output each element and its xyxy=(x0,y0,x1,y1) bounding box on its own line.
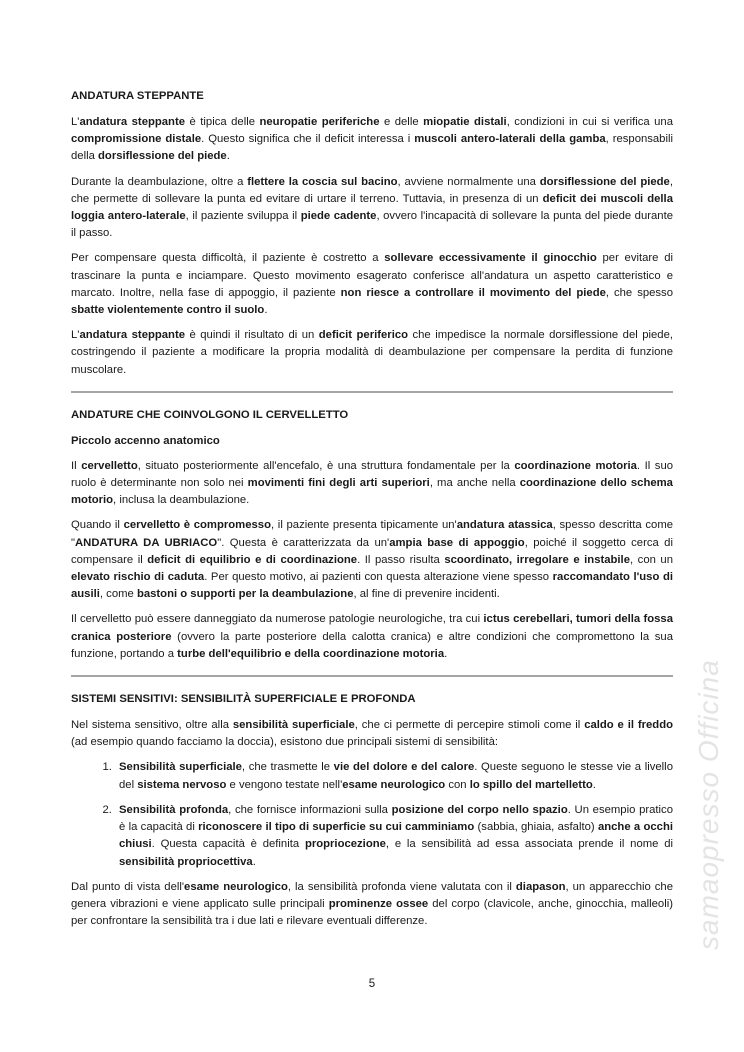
text-run: , che trasmette le xyxy=(241,761,334,774)
bold-text: lo spillo del martelletto xyxy=(469,778,593,791)
bold-text: scoordinato, irregolare e instabile xyxy=(444,553,630,566)
bold-text: ampia base di appoggio xyxy=(389,536,525,549)
section-divider xyxy=(71,391,673,393)
bold-text: sbatte violentemente contro il suolo xyxy=(71,304,265,317)
bold-text: coordinazione motoria xyxy=(514,459,637,472)
bold-text: muscoli antero-laterali della gamba xyxy=(414,133,606,146)
bold-text: caldo e il freddo xyxy=(584,719,673,732)
section-heading: SISTEMI SENSITIVI: SENSIBILITÀ SUPERFICIALE E PROFONDA xyxy=(71,693,416,706)
paragraph xyxy=(71,114,673,166)
text-run: del corpo (clavicole, anche, ginocchia, malleoli) per confrontare la sensibilità tra i due lati e rilevare eventuali differenze. xyxy=(71,897,673,928)
section-andatura-steppante xyxy=(71,88,673,379)
paragraph xyxy=(71,174,673,243)
text-run: , con un xyxy=(629,553,673,566)
bold-text: non riesce a controllare il movimento del piede xyxy=(340,286,606,299)
bold-text: propriocezione xyxy=(304,838,386,851)
paragraph xyxy=(71,879,673,931)
paragraph xyxy=(71,250,673,319)
bold-text: dorsiflessione del piede xyxy=(539,175,670,188)
bold-text: elevato rischio di caduta xyxy=(71,571,205,584)
text-run: , al fine di prevenire incidenti. xyxy=(353,588,500,601)
list-item xyxy=(115,802,673,871)
text-run: è tipica delle xyxy=(185,116,260,128)
section-heading: ANDATURE CHE COINVOLGONO IL CERVELLETTO xyxy=(71,408,349,421)
text-run: , che ci permette di percepire stimoli come il xyxy=(354,719,585,732)
paragraph xyxy=(71,611,673,663)
paragraph xyxy=(71,327,673,379)
section-subheading: Piccolo accenno anatomico xyxy=(71,434,220,447)
bold-text: Sensibilità profonda xyxy=(119,803,229,816)
bold-text: deficit di equilibrio e di coordinazione xyxy=(147,553,358,566)
bold-text: Sensibilità superficiale xyxy=(119,761,242,774)
document-page xyxy=(71,88,673,938)
text-run: L' xyxy=(71,116,80,128)
text-run: , che permette di sollevare la punta ed evitare di urtare il terreno. Tuttavia, in presenza di un xyxy=(71,175,673,205)
section-body xyxy=(71,879,673,931)
text-run: Il cervelletto può essere danneggiato da numerose patologie neurologiche, tra cui xyxy=(71,613,484,626)
text-run: , situato posteriormente all'encefalo, è una struttura fondamentale per la xyxy=(137,459,515,472)
list-item xyxy=(115,759,673,793)
bold-text: andatura steppante xyxy=(79,329,186,342)
text-run: per evitare di trascinare la punta e inciampare. Questo movimento esagerato conferisce all'andatura un aspetto caratteristico e marcato. Inoltre, nella fase di appoggio, il paziente xyxy=(71,252,673,299)
text-run: . Il passo risulta xyxy=(357,553,445,566)
text-run: , che spesso xyxy=(605,286,673,299)
bold-text: diapason xyxy=(515,880,566,893)
paragraph xyxy=(71,717,673,751)
bold-text: ANDATURA DA UBRIACO xyxy=(75,536,218,549)
bold-text: dorsiflessione del piede xyxy=(98,150,227,163)
text-run: , il paziente sviluppa il xyxy=(185,210,301,223)
text-run: Per compensare questa difficoltà, il paziente è costretto a xyxy=(71,252,385,265)
bold-text: sollevare eccessivamente il ginocchio xyxy=(384,252,597,265)
text-run: , ovvero l'incapacità di sollevare la punta del piede durante il passo. xyxy=(71,210,673,240)
text-run: , poiché il soggetto cerca di compensare il xyxy=(71,536,673,566)
bold-text: turbe dell'equilibrio e della coordinazione motoria xyxy=(177,647,445,660)
bold-text: andatura steppante xyxy=(79,116,186,128)
section-heading: ANDATURA STEPPANTE xyxy=(71,90,204,102)
text-run: , e la sensibilità ad essa associata prende il nome di xyxy=(385,838,673,851)
text-run: , responsabili della xyxy=(71,133,673,163)
text-run: , come xyxy=(99,588,137,601)
text-run: e vengono testate nell' xyxy=(226,778,343,791)
watermark: samaopresso Officina xyxy=(693,659,724,950)
bold-text: prominenze ossee xyxy=(328,897,429,910)
text-run: (ovvero la parte posteriore della calotta cranica) e altre condizioni che compromettono la sua funzione, portando a xyxy=(71,630,673,660)
section-divider xyxy=(71,675,673,677)
text-run: che impedisce la normale dorsiflessione del piede, costringendo il paziente a modificare la propria modalità di deambulazione per compensare la perdita di funzione muscolare. xyxy=(71,329,674,376)
text-run: . xyxy=(444,647,448,660)
text-run: . xyxy=(264,304,268,317)
text-run: Quando il xyxy=(71,519,124,532)
text-run: . Questa capacità è definita xyxy=(151,838,305,851)
text-run: ". Questa è caratterizzata da un' xyxy=(217,536,390,549)
bold-text: miopatie distali xyxy=(423,116,507,128)
text-run: , spesso descritta come " xyxy=(71,519,674,549)
text-run: . xyxy=(226,150,230,163)
text-run: Dal punto di vista dell' xyxy=(71,880,185,893)
text-run: . Queste seguono le stesse vie a livello del xyxy=(119,761,673,791)
bold-text: ictus cerebellari, tumori della fossa cranica posteriore xyxy=(71,613,673,643)
bold-text: riconoscere il tipo di superficie su cui camminiamo xyxy=(198,821,475,834)
bold-text: cervelletto è compromesso xyxy=(123,519,271,532)
text-run: con xyxy=(445,778,470,791)
text-run: . xyxy=(252,855,256,868)
text-run: Durante la deambulazione, oltre a xyxy=(71,175,248,188)
text-run: , avviene normalmente una xyxy=(397,175,540,188)
bold-text: flettere la coscia sul bacino xyxy=(247,175,398,188)
bold-text: bastoni o supporti per la deambulazione xyxy=(136,588,354,601)
text-run: , che fornisce informazioni sulla xyxy=(228,803,392,816)
bold-text: cervelletto xyxy=(81,459,138,472)
text-run: Il xyxy=(71,459,82,472)
text-run: . Per questo motivo, ai pazienti con questa alterazione viene spesso xyxy=(204,571,553,584)
paragraph xyxy=(71,458,673,510)
bold-text: neuropatie periferiche xyxy=(259,116,380,128)
text-run: e delle xyxy=(379,116,424,128)
text-run: , la sensibilità profonda viene valutata con il xyxy=(287,880,516,893)
text-run: Nel sistema sensitivo, oltre alla xyxy=(71,719,233,732)
section-body xyxy=(71,458,673,663)
text-run: (sabbia, ghiaia, asfalto) xyxy=(474,821,598,834)
text-run: , condizioni in cui si verifica una xyxy=(506,116,674,128)
bold-text: anche a occhi chiusi xyxy=(119,821,673,851)
bold-text: sensibilità propriocettiva xyxy=(119,855,253,868)
bold-text: piede cadente xyxy=(300,210,377,223)
section-sistemi-sensitivi xyxy=(71,691,673,930)
section-body xyxy=(71,717,673,751)
bold-text: esame neurologico xyxy=(184,880,288,893)
bold-text: compromissione distale xyxy=(71,133,202,146)
bold-text: movimenti fini degli arti superiori xyxy=(247,477,430,490)
text-run: . xyxy=(592,778,596,791)
text-run: (ad esempio quando facciamo la doccia), esistono due principali sistemi di sensibilità: xyxy=(71,736,498,749)
bold-text: coordinazione dello schema motorio xyxy=(71,477,673,507)
text-run: . Questo significa che il deficit interessa i xyxy=(201,133,415,146)
numbered-list xyxy=(71,759,673,870)
bold-text: andatura atassica xyxy=(456,519,553,532)
text-run: . Un esempio pratico è la capacità di xyxy=(119,803,673,834)
page-number: 5 xyxy=(368,978,376,990)
bold-text: deficit periferico xyxy=(318,329,409,342)
bold-text: posizione del corpo nello spazio xyxy=(391,803,568,816)
bold-text: sistema nervoso xyxy=(137,778,227,791)
section-cervelletto xyxy=(71,407,673,663)
bold-text: sensibilità superficiale xyxy=(232,719,355,732)
text-run: è quindi il risultato di un xyxy=(185,329,319,342)
text-run: L' xyxy=(71,329,80,342)
bold-text: raccomandato l'uso di ausili xyxy=(71,571,673,601)
text-run: , ma anche nella xyxy=(429,477,520,490)
paragraph xyxy=(71,517,673,603)
bold-text: vie del dolore e del calore xyxy=(333,761,475,774)
text-run: , un apparecchio che genera vibrazioni e viene applicato sulle principali xyxy=(71,880,673,910)
section-body xyxy=(71,114,673,379)
bold-text: deficit dei muscoli della loggia antero-laterale xyxy=(71,192,673,223)
text-run: . Il suo ruolo è determinante non solo nei xyxy=(71,459,674,490)
text-run: , il paziente presenta tipicamente un' xyxy=(270,519,457,532)
bold-text: esame neurologico xyxy=(342,778,446,791)
text-run: , inclusa la deambulazione. xyxy=(113,494,250,507)
